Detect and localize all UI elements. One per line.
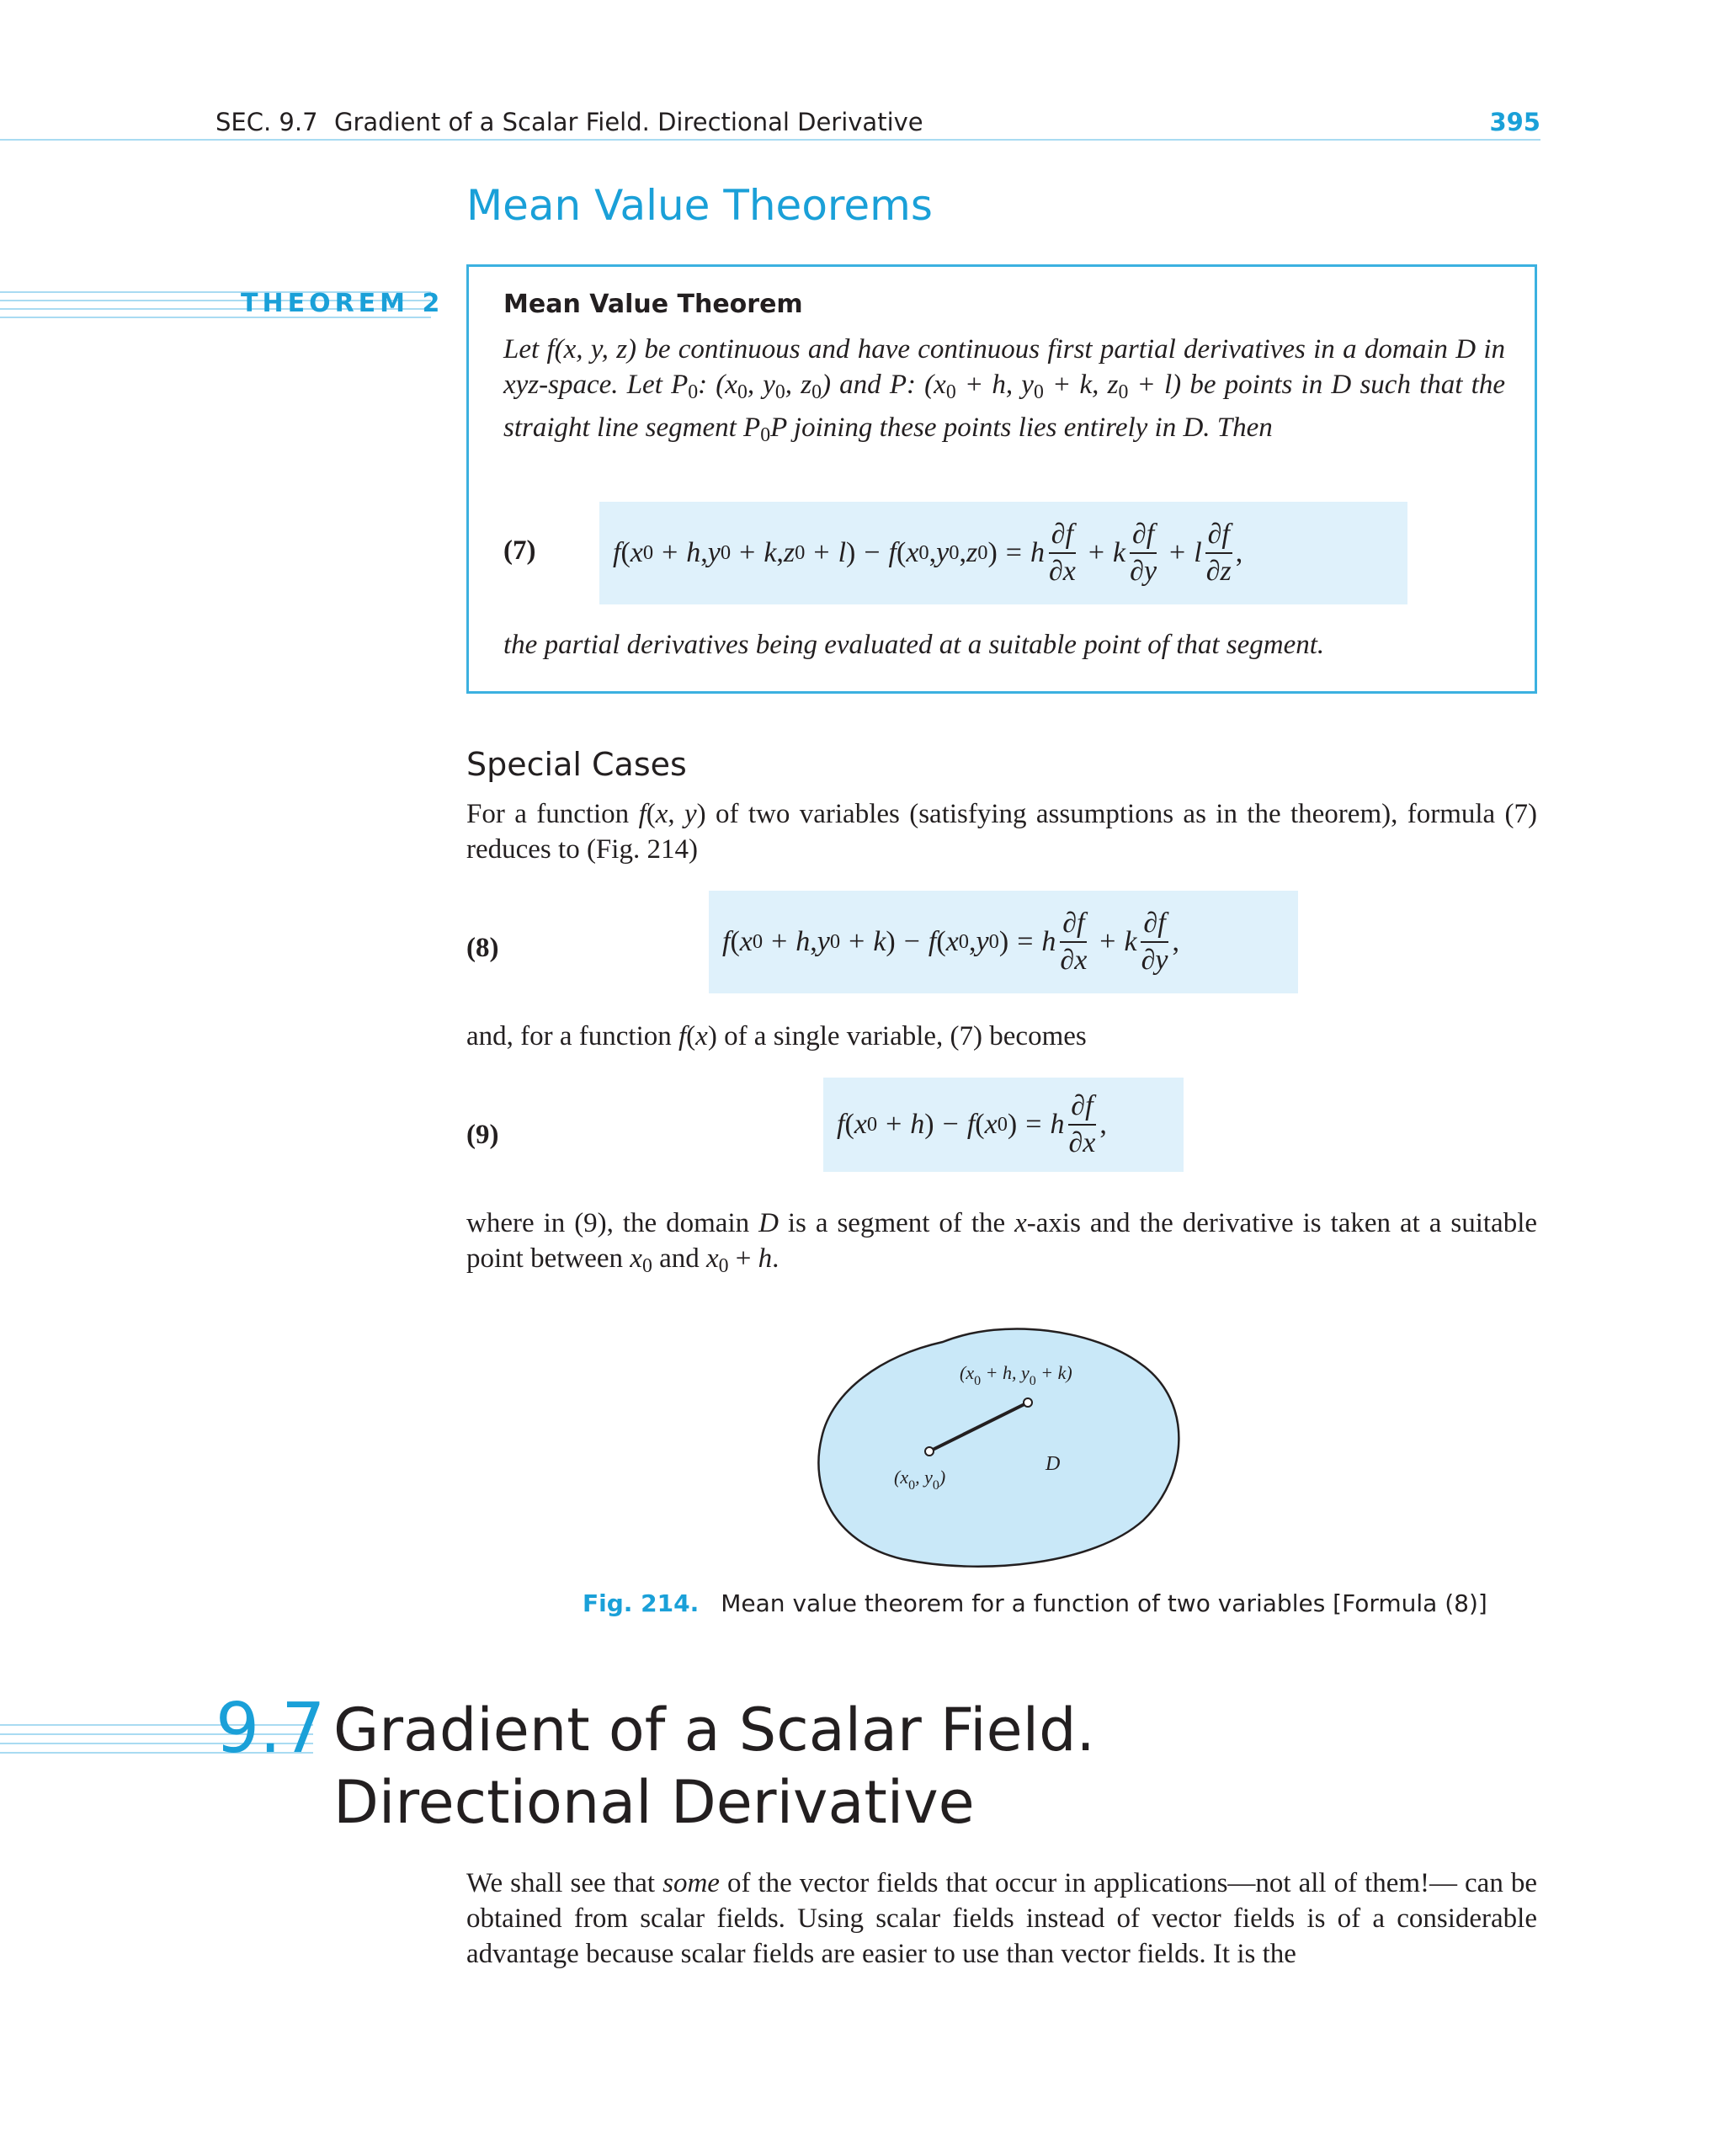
special-cases-para-1: For a function f(x, y) of two variables (satisfying assumptions as in the theorem), formula (7) reduces to (Fig. 214) bbox=[466, 799, 1538, 865]
label-point-end: ($x_0 + h$, $y_0 + k$) bbox=[960, 1362, 1072, 1388]
theorem-statement: Let f(x, y, z) be continuous and have continuous first partial derivatives in a domain D in xyz-space. Let $P_0$: ($x_0$, $y_0$, $z_0$) and P: ($x_0 + h$, $y_0 + k$, $z_0 + l$) be points in D such that the straight line segment $P_0P$ joining these points lies entirely in D. Then bbox=[503, 334, 1505, 446]
header-rule bbox=[0, 139, 1540, 141]
chapter-title-line-2: Directional Derivative bbox=[333, 1768, 975, 1837]
label-point-start: ($x_0$, $y_0$) bbox=[894, 1467, 946, 1493]
figure-label: Fig. 214. bbox=[583, 1589, 700, 1617]
chapter-intro: We shall see that some of the vector fields that occur in applications—not all of them!— can be obtained from scalar fields. Using scalar fields instead of vector fields is of a considerable advantage because scalar fields are easier to use than vector fields. It is the bbox=[466, 1868, 1537, 1969]
theorem-label: THEOREM 2 bbox=[241, 289, 444, 318]
equation-number-9: (9) bbox=[466, 1120, 499, 1150]
chapter-number: 9.7 bbox=[216, 1689, 326, 1769]
running-header bbox=[216, 103, 1540, 136]
equation-7: f ( x 0 + h , y 0 + k , z 0 + l ) − f ( x 0 , y 0 , z 0 ) = h $\frac{\partial f}{\partial x}$ + k $\frac{\partial f}{\partial y}$ + l $\frac{\partial f}{\partial z}$ , bbox=[613, 519, 1243, 587]
chapter-title-line-1: Gradient of a Scalar Field. bbox=[333, 1696, 1095, 1765]
label-domain: D bbox=[1046, 1453, 1061, 1475]
special-cases-para-3: where in (9), the domain D is a segment of the x-axis and the derivative is taken at a suitable point between $x_0$ and $x_0 + h$. bbox=[466, 1208, 1538, 1277]
header-title: Gradient of a Scalar Field. Directional Derivative bbox=[334, 108, 923, 136]
equation-number-7: (7) bbox=[503, 535, 536, 566]
section-title: Mean Value Theorems bbox=[466, 181, 933, 230]
theorem-name: Mean Value Theorem bbox=[503, 290, 803, 319]
figure-214 bbox=[808, 1318, 1195, 1579]
equation-8: f ( x 0 + h , y 0 + k ) − f ( x 0 , y 0 ) = h $\frac{\partial f}{\partial x}$ + k $\frac{\partial f}{\partial y}$ , bbox=[722, 908, 1179, 976]
chapter-title bbox=[333, 1694, 1095, 1839]
point-start bbox=[925, 1447, 934, 1456]
special-cases-para-2: and, for a function f(x) of a single variable, (7) becomes bbox=[466, 1021, 1087, 1051]
page-number: 395 bbox=[1489, 108, 1540, 136]
point-end bbox=[1024, 1398, 1032, 1407]
theorem-tail: the partial derivatives being evaluated at a suitable point of that segment. bbox=[503, 630, 1325, 660]
header-section: SEC. 9.7 bbox=[216, 108, 318, 136]
figure-caption-text: Mean value theorem for a function of two variables [Formula (8)] bbox=[721, 1589, 1487, 1617]
figure-caption bbox=[583, 1589, 1487, 1617]
subsection-title: Special Cases bbox=[466, 746, 687, 783]
equation-9: f ( x 0 + h ) − f ( x 0 ) = h $\frac{\partial f}{\partial x}$ , bbox=[837, 1090, 1107, 1158]
equation-number-8: (8) bbox=[466, 933, 499, 963]
